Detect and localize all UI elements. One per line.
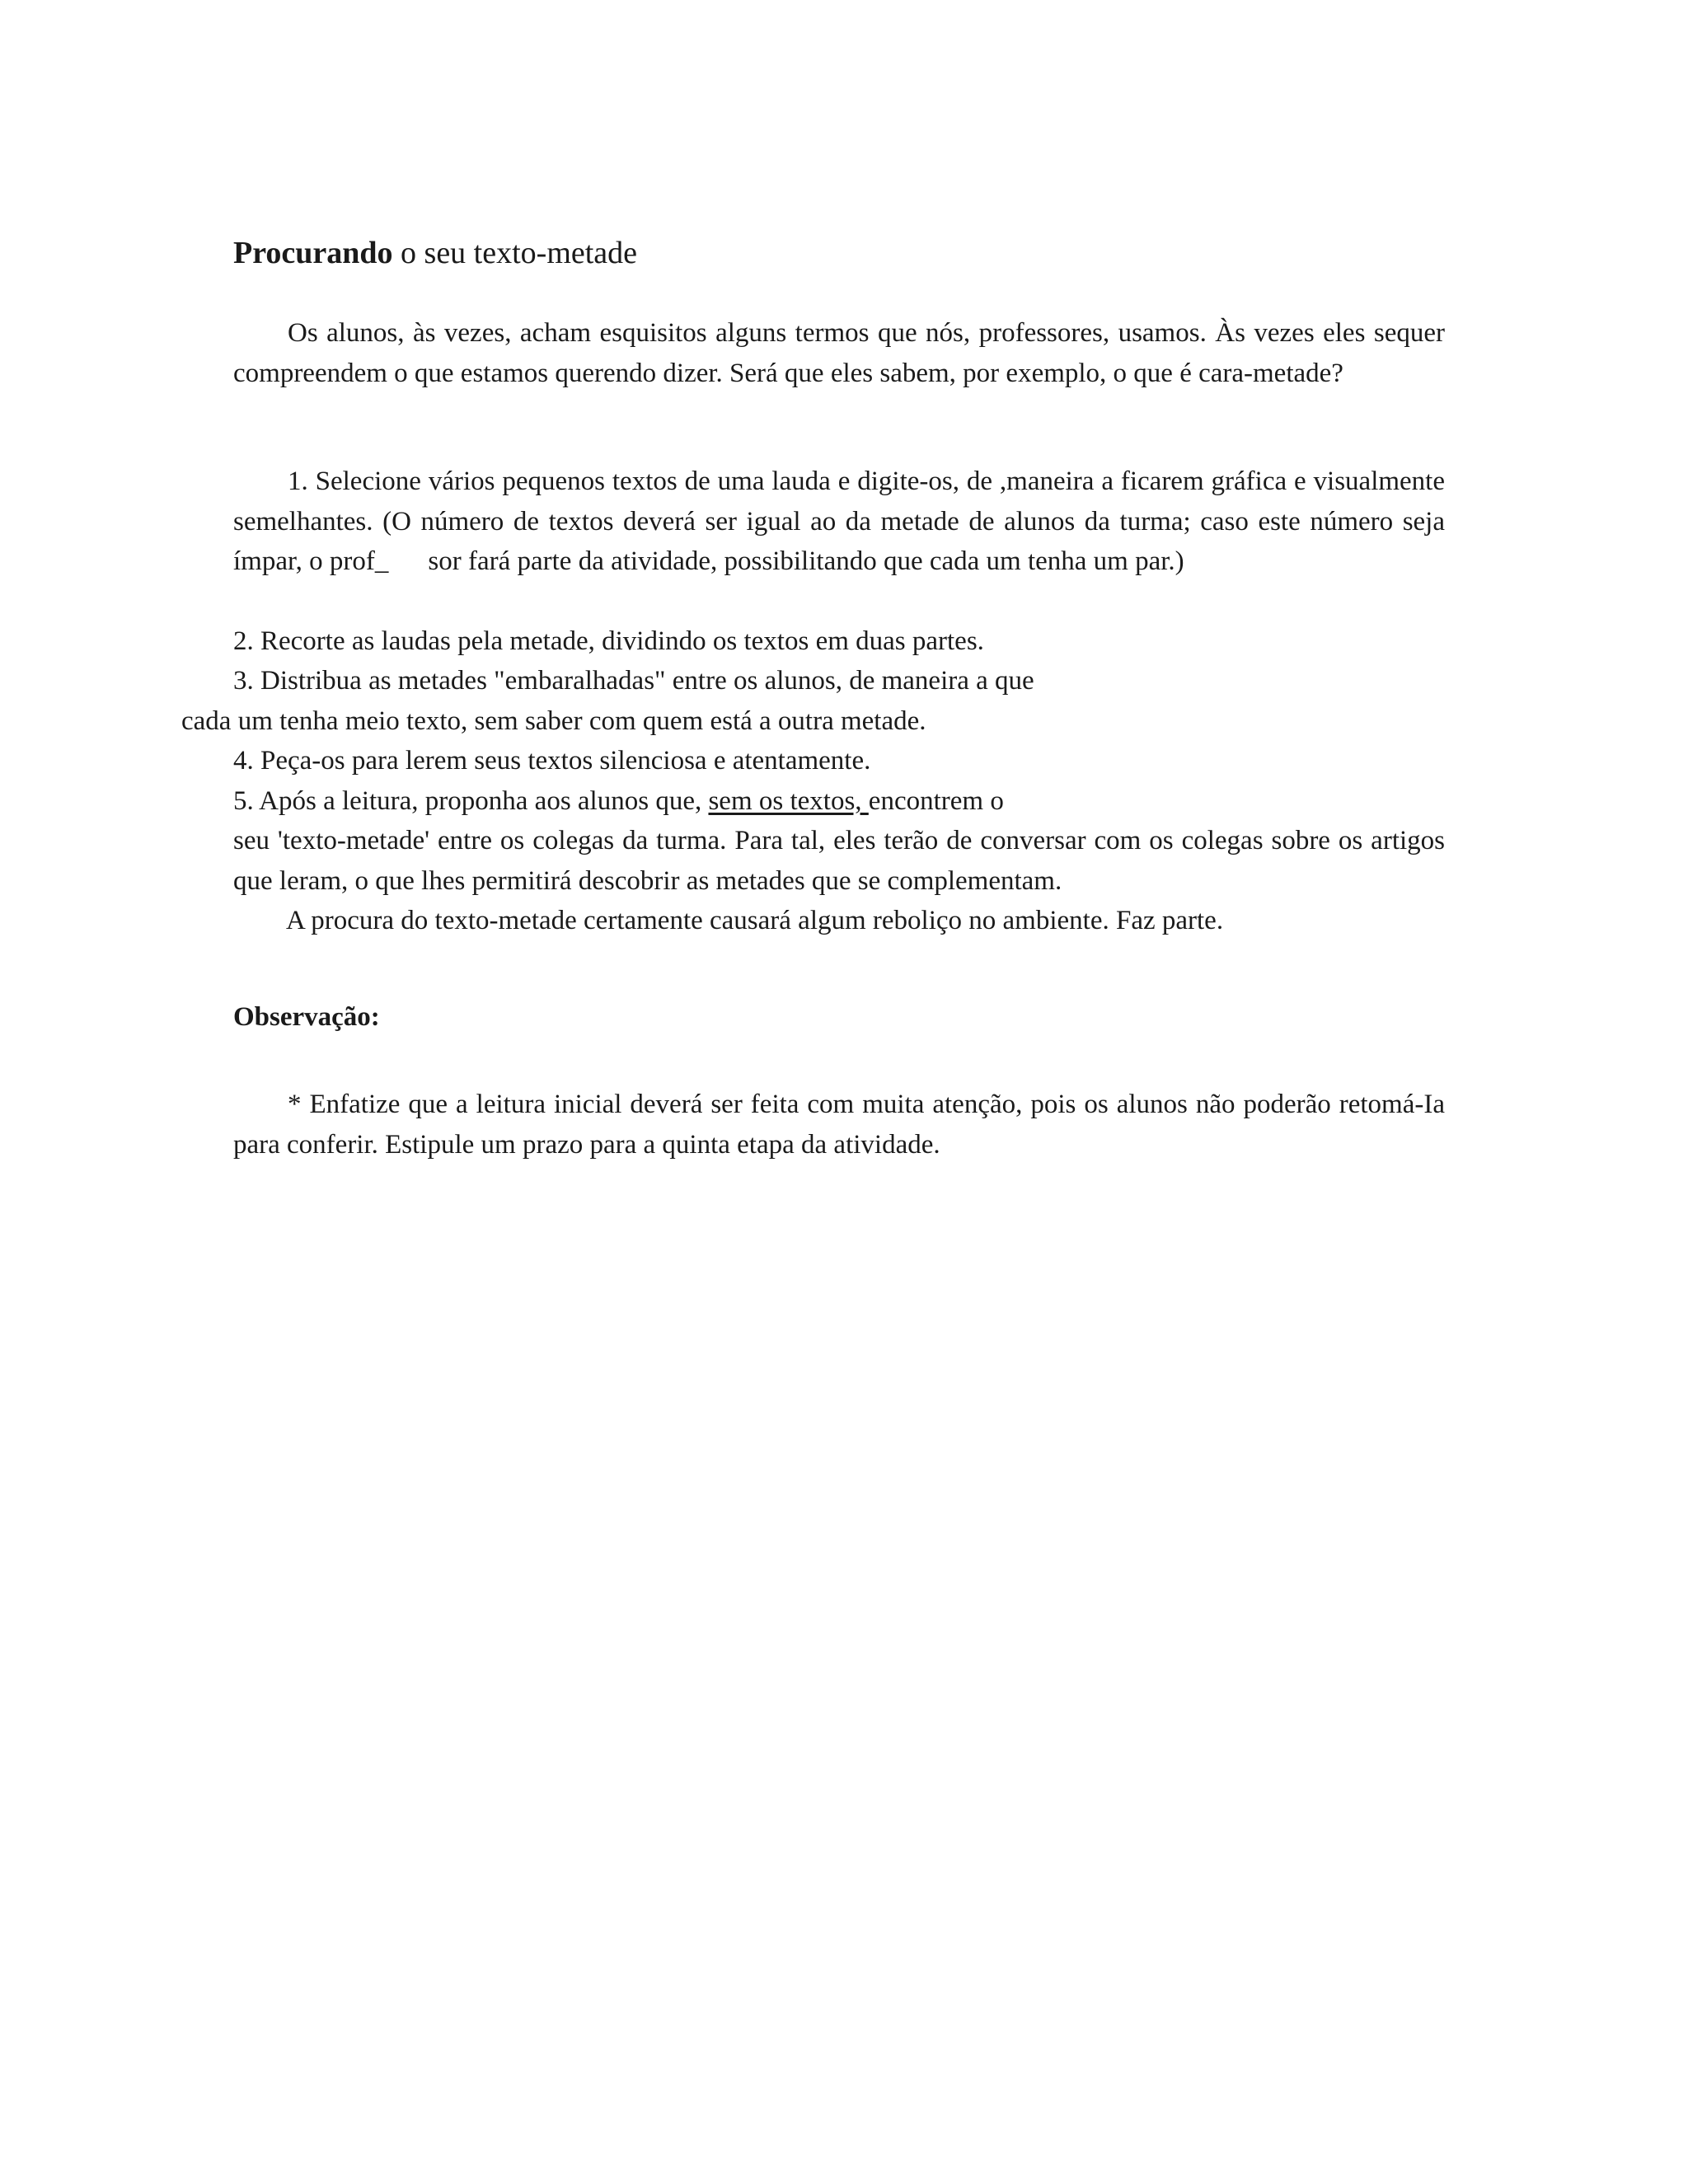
step-1-text-b: sor fará parte da atividade, possibilitando que cada um tenha um par.) xyxy=(428,546,1184,576)
step-5-text-a: 5. Após a leitura, proponha aos alunos que, xyxy=(233,786,709,816)
step-5-underlined: sem os textos, xyxy=(708,786,869,816)
step-5-line-1 xyxy=(233,781,1004,822)
step-4: 4. Peça-os para lerem seus textos silenciosa e atentamente. xyxy=(233,746,871,776)
observation-text: * Enfatize que a leitura inicial deverá ser feita com muita atenção, pois os alunos não poderão retomá-Ia para conferir. Estipule um prazo para a quinta etapa da atividade. xyxy=(233,1090,1445,1160)
step-1 xyxy=(233,462,1445,582)
title-bold: Procurando xyxy=(233,236,393,270)
closing-line: A procura do texto-metade certamente causará algum reboliço no ambiente. Faz parte. xyxy=(286,906,1224,935)
title-rest: o seu texto-metade xyxy=(392,236,638,270)
document-title xyxy=(233,233,637,273)
observation-heading: Observação: xyxy=(233,1002,380,1032)
step-3-line-1: 3. Distribua as metades "embaralhadas" entre os alunos, de maneira a que xyxy=(233,666,1034,696)
step-5-continuation: seu 'texto-metade' entre os colegas da turma. Para tal, eles terão de conversar com os colegas sobre os artigos que leram, o que lhes permitirá descobrir as metades que se complementam. xyxy=(233,826,1445,896)
intro-paragraph: Os alunos, às vezes, acham esquisitos alguns termos que nós, professores, usamos. Às vezes eles sequer compreendem o que estamos querendo dizer. Será que eles sabem, por exemplo, o que é cara-metade? xyxy=(233,318,1445,388)
step-1-text-a: 1. Selecione vários pequenos textos de uma lauda e digite-os, de ,maneira a ficarem gráfica e visualmente semelhantes. (O número de textos deverá ser igual ao da metade de alunos da turma; caso este número seja ímpar, o prof_ xyxy=(233,466,1445,576)
step-2: 2. Recorte as laudas pela metade, dividindo os textos em duas partes. xyxy=(233,626,984,656)
step-5-text-b: encontrem o xyxy=(868,786,1004,816)
step-3-line-2: cada um tenha meio texto, sem saber com quem está a outra metade. xyxy=(181,706,926,736)
